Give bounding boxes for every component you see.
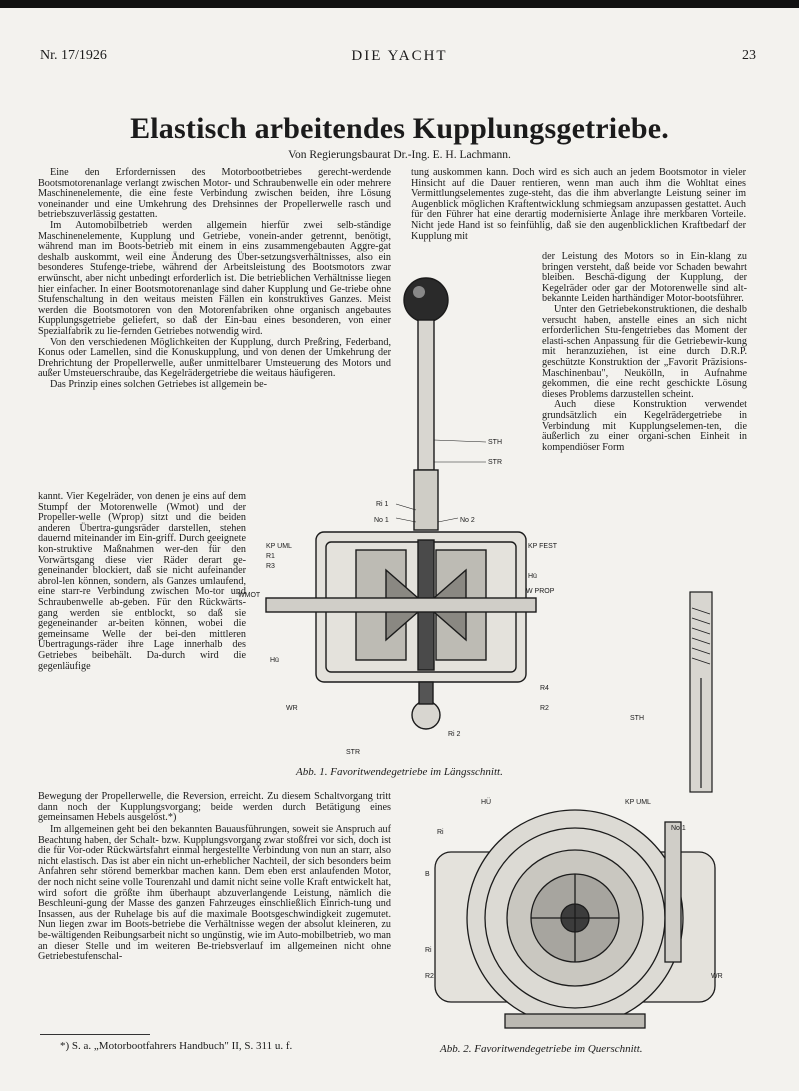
paragraph: Auch diese Konstruktion verwendet grundsätzlich ein Kegelrädergetriebe in Verbindung mit Kupplungselemen-ten, die äußerlich zu einer organi-schen Einheit in kompendiöser Form [542,399,747,453]
label-ri-top: Ri [437,829,444,836]
lever-knob [404,278,448,322]
text-column-narrow-right [542,252,747,453]
label-b: B [425,871,430,878]
label-hu: HÜ [481,799,492,806]
page-number: 23 [742,48,756,63]
issue-number: Nr. 17/1926 [40,48,107,63]
top-edge-bar [0,0,799,8]
figure-2-caption: Abb. 2. Favoritwendegetriebe im Querschnitt. [440,1043,643,1055]
label-kp-uml: KP UML [266,543,292,550]
label-wmot: WMOT [238,592,261,599]
label-no1: No 1 [671,825,686,832]
label-no2: No 2 [460,517,475,524]
label-str-top: STR [488,459,502,466]
label-kp-uml: KP UML [625,799,651,806]
paragraph: Von den verschiedenen Möglichkeiten der Kupplung, durch Preßring, Federband, Konus oder Lamellen, sind die Konuskupplung, und von denen der Umkehrung der Drehrichtung der Propellerwelle, außer unmittelbarer Umsteuerung des Motors und außer Umsteuerschraube, das Kegelrädergetriebe die weitaus häufigeren. [38,336,391,380]
label-str-bottom: STR [346,749,360,756]
paragraph: Unter den Getriebekonstruktionen, die deshalb versucht haben, anstelle eines an sich nicht erforderlichen Stu-fengetriebes das Moment der elasti-schen Anpassung für die Getriebewir-kung mit heranzuziehen, ist eine durch D.R.P. geschützte Konstruktion der „Favorit Präzisions-Maschinenbau", Neukölln, in Aufnahme gekommen, die eine recht geschickte Lösung dieses Problems darzustellen scheint. [542,303,747,400]
label-kp-fest: KP FEST [528,543,558,550]
journal-title: DIE YACHT [351,48,448,64]
paragraph: Eine den Erfordernissen des Motorbootbetriebes gerecht-werdende Bootsmotorenanlage verlangt zwischen Motor- und Schraubenwelle ein oder mehrere Maschinenelemente, die eine feste Verbindung zwischen beiden, ihre Lösung voneinander und eine Umkehrung des Drehsinnes der Propellerwelle rasch und betriebszuverlässig gestatten. [38,167,391,221]
label-sth-side: STH [630,715,644,722]
paragraph: Das Prinzip eines solchen Getriebes ist allgemein be- [50,378,267,390]
figure-1-caption: Abb. 1. Favoritwendegetriebe im Längsschnitt. [296,766,503,778]
label-sth: STH [488,439,502,446]
label-r2: R2 [425,973,434,980]
label-r1: R1 [266,553,275,560]
label-hu-left: Hü [270,657,279,664]
paragraph: Bewegung der Propellerwelle, die Reversion, erreicht. Zu diesem Schaltvorgang tritt dann noch der Kupplungsvorgang; beide werden durch Betätigung eines gemeinsamen Hebels ausgelöst.*) [38,791,391,824]
footnote-divider [40,1034,150,1035]
label-ri1: Ri 1 [376,501,389,508]
label-no1: No 1 [374,517,389,524]
label-r2: R2 [540,705,549,712]
article-title: Elastisch arbeitendes Kupplungsgetriebe. [130,112,669,145]
label-r3: R3 [266,563,275,570]
text-column-narrow-left [38,492,246,672]
label-wr: WR [286,705,298,712]
paragraph: kannt. Vier Kegelräder, von denen je eins auf dem Stumpf der Motorenwelle (Wmot) und der Propeller-welle (Wprop) sitzt und die beiden anderen Übertra-gungsräder darstellen, stehen dauernd miteinander im Ein-griff. Durch geeignete kon-struktive Maßnahmen wer-den für den Vorwärtsgang diese vier Räder derart ge-geneinander blockiert, daß sie nicht aufeinander abrol-len können, sondern, als Ganzes umlaufend, eine starr-re Verbindung zwischen Mo-tor und Schraubenwelle ab-geben. Für den Rückwärts-gang werden sie entblockt, so daß sie gegeneinander ar-beiten können, wobei die gemeinsame Welle der bei-den mittleren Übertragungs-räder ihre Lage innerhalb des Getriebes beibehält. Da-durch wird die gegenläufige [38,491,246,672]
figure-1-lever-detail [630,588,770,798]
shift-lever [418,320,434,470]
figure-1-longitudinal-section [236,270,566,760]
side-lever [665,822,681,962]
label-ri2: Ri 2 [448,731,461,738]
paragraph: Im allgemeinen geht bei den bekannten Bauausführungen, soweit sie Anspruch auf Beachtung haben, der Schalt- bzw. Kupplungsvorgang zwar stoßfrei vor sich, doch ist die für Vor-oder Rückwärtsfahrt einmal hergestellte Verbindung von nun an starr, also nicht elastisch. Das ist aber ein nicht un-erheblicher Nachteil, der sich besonders beim Anfahren sehr störend bemerkbar machen kann. Dem eben erst anlaufenden Motor, der noch nicht seine volle Tourenzahl und damit nicht seine volle Kraft entwickelt hat, wird sofort die größte ihm überhaupt abzuverlangende Leistung, nämlich die Beschleuni-gung der Masse des ganzen Fahrzeuges einschließlich Einrich-tung und Insassen, aus der Ruhelage bis auf die maximale Bootsgeschwindigkeit zugemutet. Nun liegen zwar im Boots-betriebe die Verhältnisse wegen der absolut kleineren, zu be-wältigenden Reibungsarbeit nicht so ungünstig, wie im Auto-mobilbetrieb, wo man an dieser Stelle und im weiteren Be-triebsverlauf im allgemeinen nicht ohne Getriebestufenschal- [38,824,391,963]
figure-2-cross-section [415,792,745,1038]
label-hu-right: Hü [528,573,537,580]
text-column-left-continued [38,825,391,963]
label-r4: R4 [540,685,549,692]
paragraph: der Leistung des Motors so in Ein-klang zu bringen versteht, daß beide vor Schaden bewahrt bleiben. Beschä-digung der Kupplung, der Kegelräder oder gar der Motorenwelle sind alt-bekannte Leiden harthändiger Motor-bootsführer. [542,251,747,305]
main-shaft [266,598,536,612]
label-wprop: W PROP [526,588,555,595]
footnote: *) S. a. „Motorbootfahrers Handbuch" II, S. 311 u. f. [60,1040,293,1052]
label-wr: WR [711,973,723,980]
paragraph: tung auskommen kann. Doch wird es sich auch an jedem Bootsmotor in vieler Hinsicht auf die Dauer rentieren, wenn man auch ihm die Wohltat eines Vermittlungselementes zuge-steht, das die ihm abverlangte Leistung seiner im Augenblick möglichen Kraftentwicklung schmiegsam anzupassen gestattet. Auch für den Führer hat eine derartig modernisierte Anlage ihre merkbaren Vorteile. Nicht jede Hand ist so feinfühlig, daß sie den augenblicklichen Kraftbedarf der Kupplung mit [411,167,746,242]
text-under-figure [38,792,391,824]
text-column-right [411,168,746,242]
article-author: Von Regierungsbaurat Dr.-Ing. E. H. Lachmann. [288,149,511,161]
paragraph: Im Automobilbetrieb werden allgemein hierfür zwei selb-ständige Maschinenelemente, Kupplung und Getriebe, vonein-ander getrennt, benötigt, während man im Boots-betrieb mit einem in eins zusammengebauten Aggre-gat deshalb auskommt, weil eine Änderung des Über-setzungsverhältnisses, also ein besonderes Stufenge-triebe, während der Arbeitsleistung des Bootsmotors zwar erwünscht, aber nicht unbedingt erforderlich ist. Die betrieblichen Verhältnisse liegen hier einfacher. In einer Bootsmotorenanlage sind daher Kupplung und Ge-triebe ohne Stufenschaltung in den weitaus meisten Fällen ein konstruktives Ganzes. Meist werden die Bootsmotoren von den Motorenfabriken ohne organisch angebautes Kupplungsgetriebe geliefert, so daß der Ein-bau eines besonderen, von einer Spezialfabrik zu lie-fernden Getriebes notwendig wird. [38,219,391,337]
label-ri-bottom: Ri [425,947,432,954]
